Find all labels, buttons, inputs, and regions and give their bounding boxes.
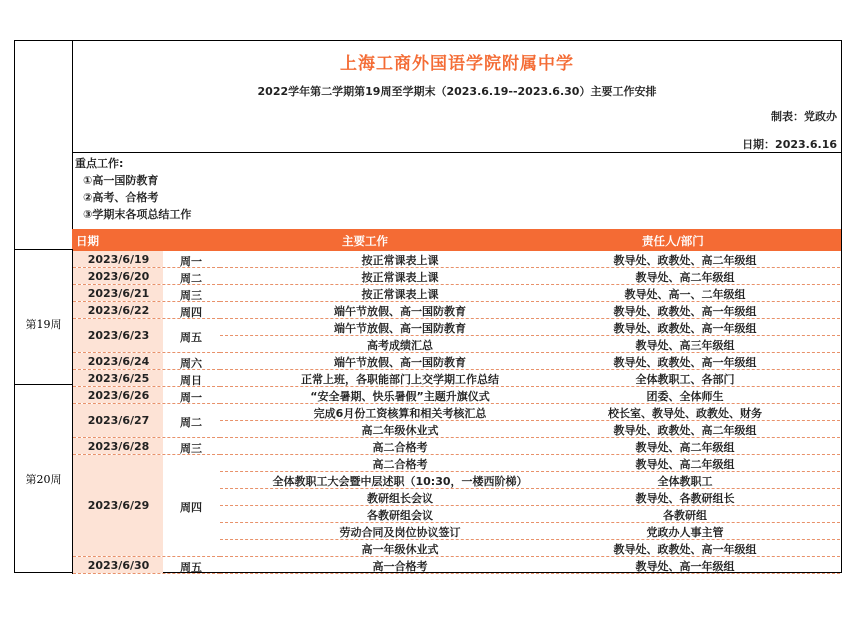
row-date: 2023/6/30 [87, 558, 150, 572]
responsible-text: 教导处、高一年级组 [635, 560, 735, 573]
row-weekday: 周三 [180, 288, 202, 302]
row-date: 2023/6/28 [87, 439, 150, 453]
left-column-divider [72, 41, 73, 229]
row-divider [220, 284, 840, 285]
task-text: 高二年级休业式 [361, 424, 439, 437]
row-divider [220, 403, 840, 404]
header-rule [15, 249, 72, 250]
task-text: 全体教职工大会暨中层述职（10:30，一楼西阶梯） [272, 475, 528, 488]
responsible-text: 校长室、教导处、政教处、财务 [608, 407, 762, 420]
task-text: 劳动合同及岗位协议签订 [339, 526, 461, 539]
row-date: 2023/6/24 [87, 354, 150, 368]
task-text: “安全暑期、快乐暑假”主题升旗仪式 [310, 390, 490, 403]
row-weekday: 周四 [180, 501, 202, 514]
row-divider [220, 573, 840, 574]
responsible-text: 教导处、政教处、高一年级组 [613, 356, 757, 369]
row-date: 2023/6/21 [87, 286, 150, 300]
responsible-text: 党政办人事主管 [646, 526, 724, 539]
focus-title: 重点工作: [75, 157, 124, 170]
row-divider [220, 386, 840, 387]
responsible-text: 全体教职工 [657, 475, 713, 488]
week-label: 第19周 [25, 318, 62, 331]
page-subtitle: 2022学年第二学期第19周至学期末（2023.6.19--2023.6.30）主要工作安排 [257, 85, 657, 98]
row-date: 2023/6/23 [87, 329, 150, 342]
row-divider [220, 335, 840, 336]
row-weekday: 周三 [180, 441, 202, 455]
responsible-text: 全体教职工、各部门 [635, 373, 735, 386]
row-divider [220, 267, 840, 268]
responsible-text: 教导处、高一、二年级组 [624, 288, 746, 301]
group-divider [73, 573, 220, 574]
row-divider [220, 318, 840, 319]
responsible-text: 教导处、政教处、高二年级组 [613, 254, 757, 267]
focus-item: ③学期末各项总结工作 [83, 208, 192, 221]
header-work: 主要工作 [342, 234, 388, 248]
responsible-text: 教导处、政教处、高二年级组 [613, 424, 757, 437]
row-date: 2023/6/20 [87, 269, 150, 283]
row-date: 2023/6/26 [87, 388, 150, 402]
responsible-text: 教导处、高三年级组 [635, 339, 735, 352]
task-text: 按正常课表上课 [361, 271, 439, 284]
responsible-text: 教导处、政教处、高一年级组 [613, 543, 757, 556]
task-text: 完成6月份工资核算和相关考核汇总 [313, 407, 487, 420]
row-weekday: 周二 [180, 271, 202, 285]
page-title: 上海工商外国语学院附属中学 [340, 54, 574, 74]
issue-date: 日期：2023.6.16 [742, 138, 837, 151]
row-divider [220, 488, 840, 489]
row-date: 2023/6/25 [87, 371, 150, 385]
header-divider [72, 152, 841, 153]
task-text: 正常上班，各职能部门上交学期工作总结 [301, 373, 499, 386]
task-text: 各教研组会议 [367, 509, 433, 522]
row-divider [220, 352, 840, 353]
row-divider [220, 437, 840, 438]
task-text: 教研组长会议 [367, 492, 433, 505]
table-header [72, 229, 841, 251]
row-divider [220, 471, 840, 472]
row-weekday: 周一 [180, 254, 202, 268]
row-divider [220, 454, 840, 455]
header-date: 日期 [76, 234, 99, 248]
responsible-text: 各教研组 [663, 509, 707, 522]
responsible-text: 教导处、各教研组长 [635, 492, 735, 505]
week-column-divider [72, 249, 73, 574]
row-weekday: 周二 [180, 416, 202, 429]
row-weekday: 周五 [180, 560, 202, 574]
row-date: 2023/6/29 [87, 499, 150, 512]
row-divider [220, 556, 840, 557]
task-text: 高一年级休业式 [361, 543, 439, 556]
row-divider [220, 539, 840, 540]
row-date: 2023/6/22 [87, 303, 150, 317]
header-resp: 责任人/部门 [642, 234, 704, 248]
task-text: 高考成绩汇总 [367, 339, 433, 352]
row-divider [220, 301, 840, 302]
responsible-text: 教导处、高二年级组 [635, 271, 735, 284]
task-text: 按正常课表上课 [361, 254, 439, 267]
responsible-text: 教导处、政教处、高一年级组 [613, 305, 757, 318]
focus-item: ②高考、合格考 [83, 191, 159, 204]
responsible-text: 教导处、高二年级组 [635, 441, 735, 454]
row-date: 2023/6/19 [87, 252, 150, 266]
row-divider [220, 420, 840, 421]
row-divider [220, 522, 840, 523]
row-weekday: 周四 [180, 305, 202, 319]
row-divider [220, 369, 840, 370]
task-text: 端午节放假、高一国防教育 [334, 356, 466, 369]
row-weekday: 周一 [180, 390, 202, 404]
maker-label: 制表：党政办 [771, 110, 837, 123]
row-weekday: 周六 [180, 356, 202, 370]
task-text: 高二合格考 [372, 458, 428, 471]
row-date: 2023/6/27 [87, 414, 150, 427]
responsible-text: 团委、全体师生 [646, 390, 724, 403]
week-separator [15, 384, 72, 385]
responsible-text: 教导处、政教处、高一年级组 [613, 322, 757, 335]
task-text: 按正常课表上课 [361, 288, 439, 301]
row-weekday: 周五 [180, 331, 202, 344]
row-weekday: 周日 [180, 373, 202, 387]
responsible-text: 教导处、高二年级组 [635, 458, 735, 471]
task-text: 高二合格考 [372, 441, 428, 454]
focus-item: ①高一国防教育 [83, 174, 159, 187]
schedule-sheet [14, 40, 842, 573]
task-text: 端午节放假、高一国防教育 [334, 322, 466, 335]
row-divider [220, 505, 840, 506]
task-text: 高一合格考 [372, 560, 428, 573]
task-text: 端午节放假、高一国防教育 [334, 305, 466, 318]
week-label: 第20周 [25, 473, 62, 486]
